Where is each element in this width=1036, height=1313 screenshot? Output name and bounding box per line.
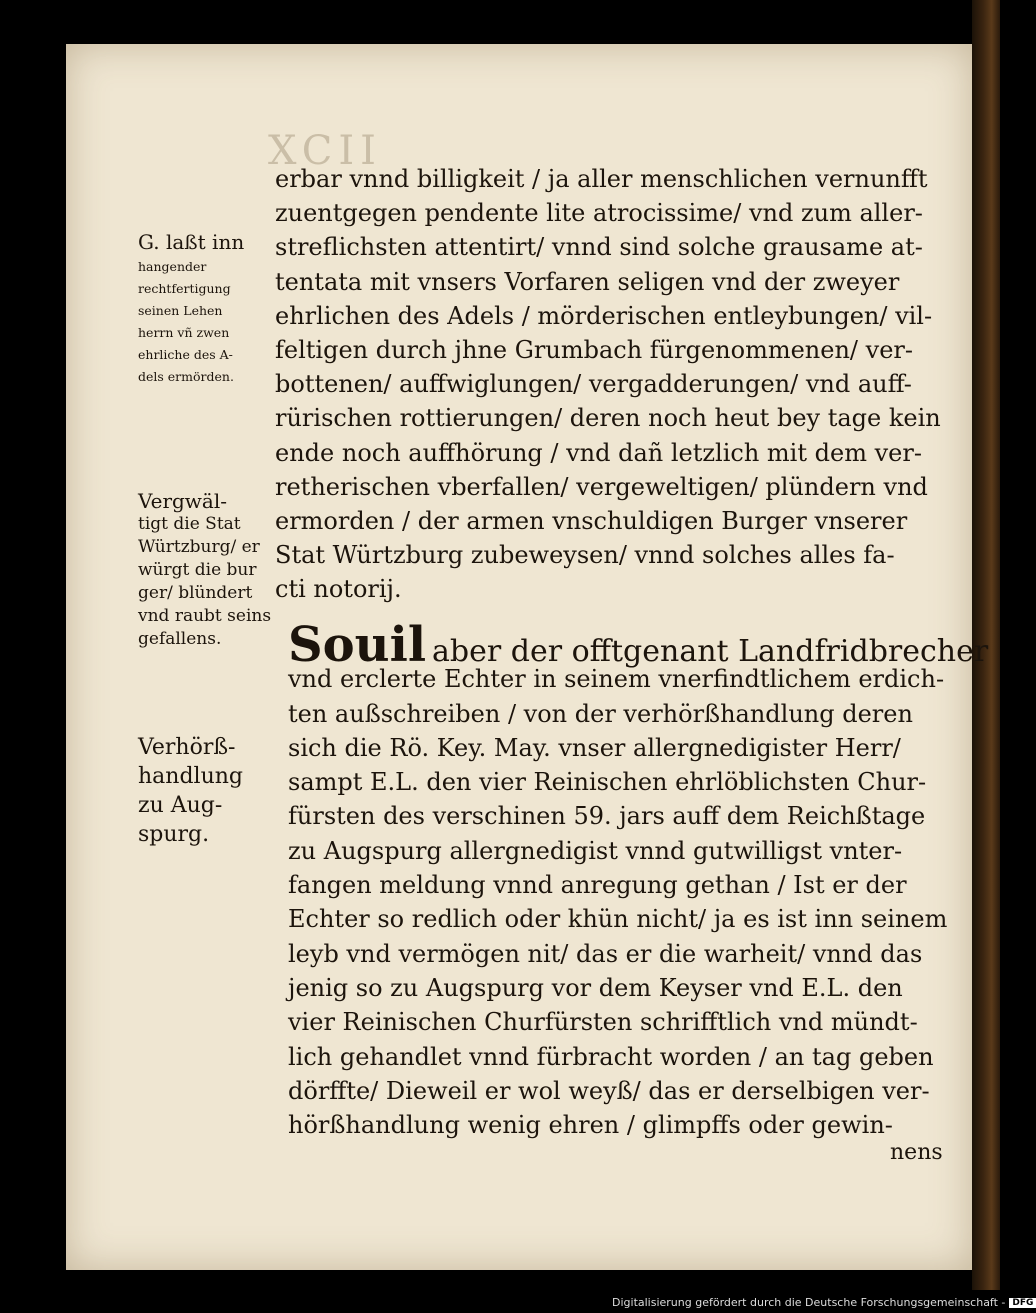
margin-note-line: Verhörß- (138, 735, 236, 760)
margin-note-line: Vergwäl- (138, 489, 228, 513)
paragraph-line: jenig so zu Augspurg vor dem Keyser vnd E.L. den (288, 973, 903, 1002)
margin-note-line: G. laßt inn (138, 230, 245, 254)
main-line: bottenen/ auffwiglungen/ vergadderungen/ vnd auff- (275, 370, 912, 399)
paragraph-line: fangen meldung vnnd anregung gethan / Ist er der (288, 871, 907, 900)
paragraph-line: ten außschreiben / von der verhörßhandlung deren (288, 699, 913, 728)
margin-note-line: zu Aug- (138, 793, 223, 818)
paragraph-first-line (288, 617, 989, 673)
initial-word: Souil (288, 617, 427, 673)
paragraph-line: vier Reinischen Churfürsten schrifftlich vnd mündt- (288, 1008, 918, 1037)
margin-note-line: würgt die bur (138, 560, 257, 580)
margin-note-line: Würtzburg/ er (138, 537, 260, 557)
main-line: tentata mit vnsers Vorfaren seligen vnd der zweyer (275, 267, 900, 296)
margin-note-wuerzburg (138, 490, 273, 651)
paragraph-line: lich gehandlet vnnd fürbracht worden / an tag geben (288, 1042, 934, 1071)
paragraph-line: vnd erclerte Echter in seinem vnerfindtlichem erdich- (288, 665, 945, 694)
margin-note-augsburg (138, 733, 273, 849)
margin-note-line: ehrliche des A- (138, 347, 233, 362)
paragraph-line: zu Augspurg allergnedigist vnnd gutwilligst vnter- (288, 836, 903, 865)
margin-note-grumbach (138, 228, 273, 388)
main-line: retherischen vberfallen/ vergeweltigen/ plündern vnd (275, 472, 928, 501)
main-line: Stat Würtzburg zubeweysen/ vnnd solches alles fa- (275, 541, 895, 570)
catchword: nens (890, 1140, 943, 1165)
main-line: erbar vnnd billigkeit / ja aller menschlichen vernunfft (275, 165, 928, 193)
paragraph-line: fürsten des verschinen 59. jars auff dem Reichßtage (288, 802, 926, 831)
main-line: streflichsten attentirt/ vnnd sind solche grausame at- (275, 233, 923, 262)
paragraph-line: sampt E.L. den vier Reinischen ehrlöblichsten Chur- (288, 768, 927, 797)
paragraph-line: hörßhandlung wenig ehren / glimpffs oder gewin- (288, 1111, 893, 1140)
margin-note-line: spurg. (138, 822, 210, 847)
margin-note-line: dels ermörden. (138, 369, 234, 384)
second-paragraph (288, 617, 989, 1142)
digitization-footer (612, 1296, 1036, 1309)
dfg-logo: DFG (1009, 1298, 1036, 1308)
main-line: ehrlichen des Adels / mörderischen entleybungen/ vil- (275, 301, 933, 330)
paragraph-line: dörffte/ Dieweil er wol weyß/ das er derselbigen ver- (288, 1076, 930, 1105)
main-line: rürischen rottierungen/ deren noch heut bey tage kein (275, 404, 941, 433)
paragraph-line: leyb vnd vermögen nit/ das er die warheit/ vnnd das (288, 939, 923, 968)
margin-note-line: rechtfertigung (138, 281, 231, 296)
margin-note-line: gefallens. (138, 629, 222, 649)
margin-note-line: vnd raubt seins (138, 606, 272, 626)
margin-note-line: herrn vñ zwen (138, 325, 230, 340)
main-text-block (275, 162, 955, 606)
footer-text: Digitalisierung gefördert durch die Deutsche Forschungsgemeinschaft - (612, 1296, 1006, 1309)
first-line-text: aber der offtgenant Landfridbrecher (432, 634, 989, 669)
folio-mark: XCII (268, 128, 382, 174)
margin-note-line: ger/ blündert (138, 583, 253, 603)
main-line: ende noch auffhörung / vnd dañ letzlich mit dem ver- (275, 438, 922, 467)
main-line: feltigen durch jhne Grumbach fürgenommenen/ ver- (275, 335, 913, 364)
margin-note-line: hangender (138, 259, 207, 274)
margin-note-line: tigt die Stat (138, 514, 241, 534)
main-line: zuentgegen pendente lite atrocissime/ vnd zum aller- (275, 199, 923, 228)
main-line: ermorden / der armen vnschuldigen Burger vnserer (275, 506, 908, 535)
paragraph-line: sich die Rö. Key. May. vnser allergnedigister Herr/ (288, 733, 901, 762)
main-line: cti notorij. (275, 575, 402, 604)
margin-note-line: handlung (138, 764, 243, 789)
margin-note-line: seinen Lehen (138, 303, 223, 318)
paragraph-line: Echter so redlich oder khün nicht/ ja es ist inn seinem (288, 905, 948, 934)
